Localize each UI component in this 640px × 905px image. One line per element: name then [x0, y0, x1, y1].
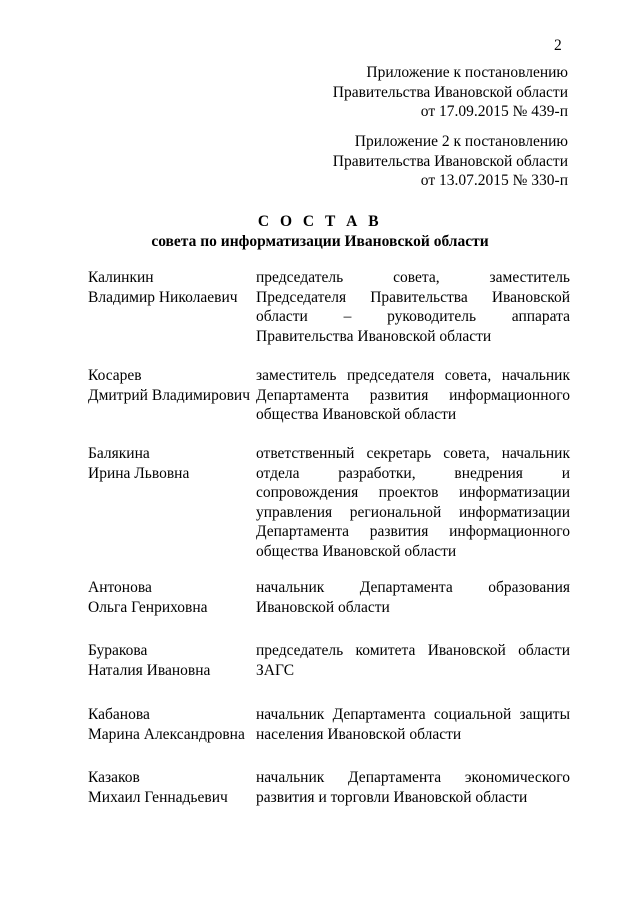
member-given-names: Марина Александровна	[88, 725, 245, 743]
member-surname: Буракова	[88, 642, 148, 659]
member-surname: Кабанова	[88, 706, 150, 723]
member-surname: Калинкин	[88, 269, 154, 286]
document-title-block	[0, 212, 640, 251]
member-given-names: Владимир Николаевич	[88, 288, 238, 306]
member-surname: Казаков	[88, 769, 140, 786]
member-name	[88, 444, 253, 483]
member-given-names: Ирина Львовна	[88, 464, 190, 482]
appendix-line: Правительства Ивановской области	[332, 152, 568, 170]
member-surname: Антонова	[88, 579, 152, 596]
member-name	[88, 578, 253, 617]
appendix-line: Приложение 2 к постановлению	[354, 133, 568, 150]
member-role: начальник Департамента экономического развития и торговли Ивановской области	[256, 769, 570, 806]
member-given-names: Дмитрий Владимирович	[88, 386, 251, 404]
member-name	[88, 705, 253, 744]
member-role: заместитель председателя совета, начальник Департамента развития информационного общества Ивановской области	[256, 367, 570, 423]
member-surname: Балякина	[88, 445, 150, 462]
member-role: начальник Департамента социальной защиты населения Ивановской области	[256, 706, 570, 743]
member-role: председатель комитета Ивановской области ЗАГС	[256, 642, 570, 679]
appendix-line: Правительства Ивановской области	[332, 83, 568, 101]
member-surname: Косарев	[88, 367, 142, 384]
member-name	[88, 641, 253, 680]
member-given-names: Наталия Ивановна	[88, 661, 211, 679]
member-name	[88, 366, 253, 405]
member-role: председатель совета, заместитель Председателя Правительства Ивановской области – руководитель аппарата Правительства Ивановской области	[256, 269, 570, 345]
appendix-line: Приложение к постановлению	[366, 64, 568, 81]
member-role: начальник Департамента образования Ивановской области	[256, 579, 570, 616]
appendix-line: от 13.07.2015 № 330-п	[420, 172, 568, 189]
page-number: 2	[554, 37, 562, 54]
member-given-names: Михаил Геннадьевич	[88, 788, 228, 806]
member-name	[88, 768, 253, 807]
appendix-current	[333, 63, 568, 122]
appendix-line: от 17.09.2015 № 439-п	[420, 103, 568, 120]
member-name	[88, 268, 253, 307]
document-subtitle: совета по информатизации Ивановской области	[151, 232, 489, 250]
appendix-previous	[333, 132, 568, 191]
member-role: ответственный секретарь совета, начальник отдела разработки, внедрения и сопровождения проектов информатизации управления региональной информатизации Департамента развития информационного общества Ивановской области	[256, 445, 570, 560]
member-given-names: Ольга Генриховна	[88, 598, 208, 616]
document-title: С О С Т А В	[257, 213, 383, 230]
